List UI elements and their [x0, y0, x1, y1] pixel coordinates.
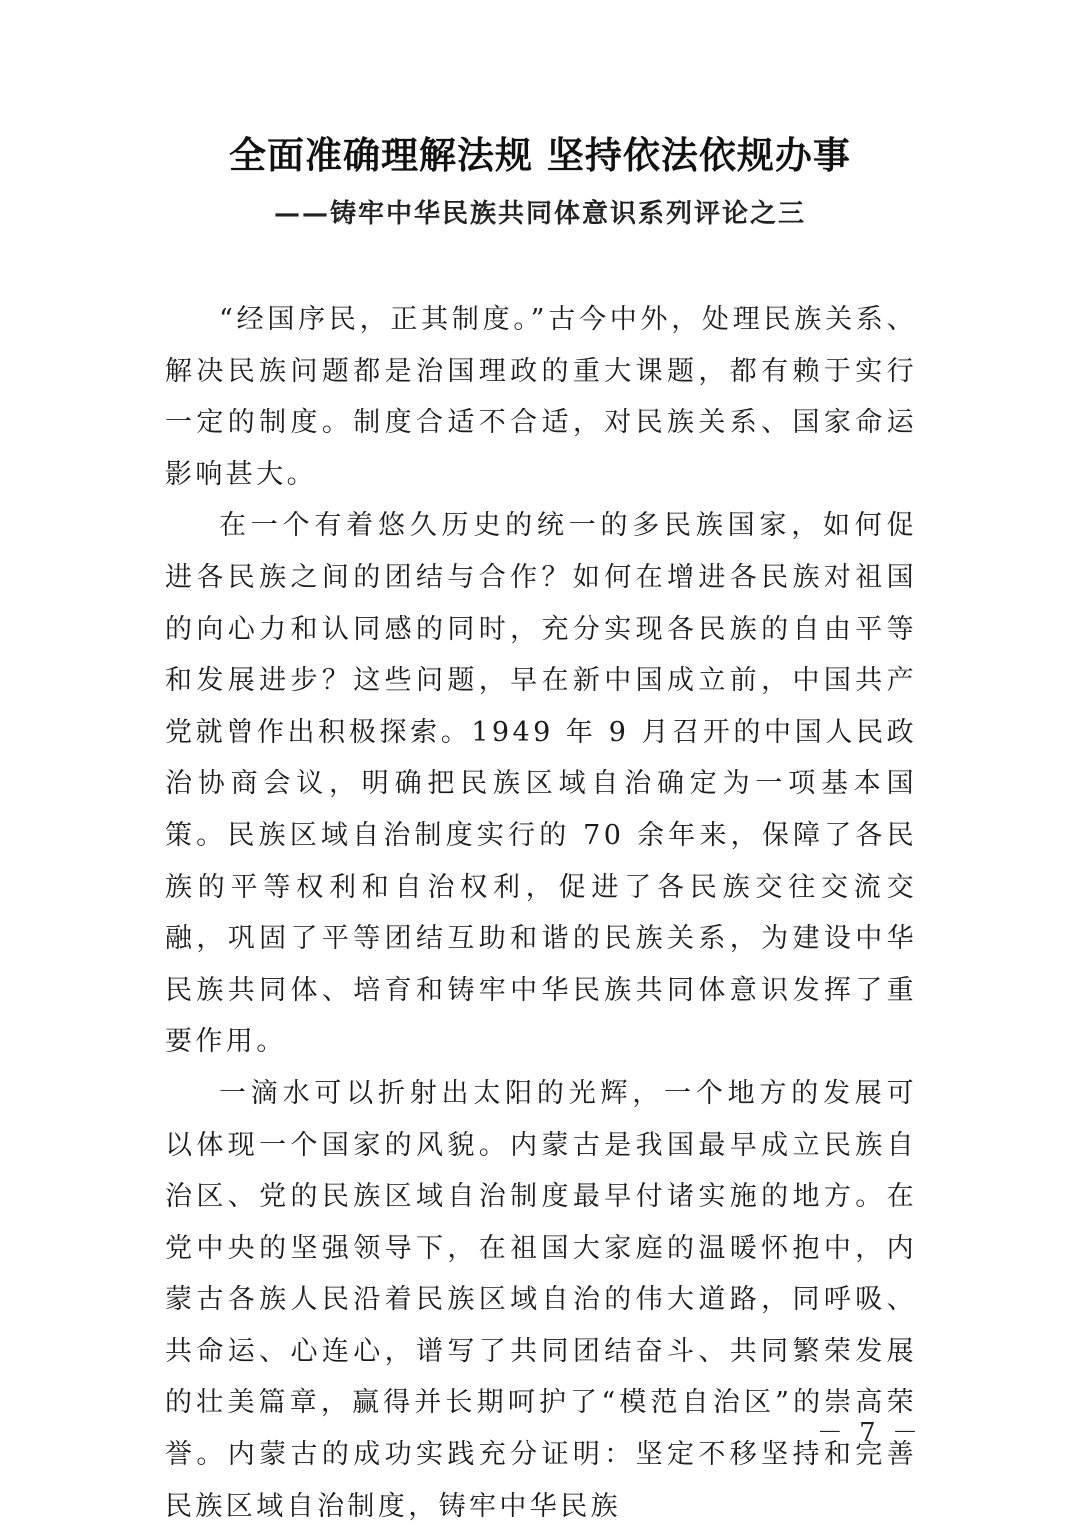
body-paragraph-2: 在一个有着悠久历史的统一的多民族国家，如何促进各民族之间的团结与合作？如何在增进各民族对祖国的向心力和认同感的同时，充分实现各民族的自由平等和发展进步？这些问题，早在新中国成立前，中国共产党就曾作出积极探索。1949 年 9 月召开的中国人民政治协商会议，明确把民族区域自治确定为一项基本国策。民族区域自治制度实行的 70 余年来，保障了各民族的平等权利和自治权利，促进了各民族交往交流交融，巩固了平等团结互助和谐的民族关系，为建设中华民族共同体、培育和铸牢中华民族共同体意识发挥了重要作用。 [165, 510, 917, 1058]
body-paragraph-3: 一滴水可以折射出太阳的光辉，一个地方的发展可以体现一个国家的风貌。内蒙古是我国最早成立民族自治区、党的民族区域自治制度最早付诸实施的地方。在党中央的坚强领导下，在祖国大家庭的温暖怀抱中，内蒙古各族人民沿着民族区域自治的伟大道路，同呼吸、共命运、心连心，谱写了共同团结奋斗、共同繁荣发展的壮美篇章，赢得并长期呵护了“模范自治区”的崇高荣誉。内蒙古的成功实践充分证明：坚定不移坚持和完善民族区域自治制度，铸牢中华民族 [165, 1077, 917, 1522]
document-body [165, 294, 917, 1532]
document-title: 全面准确理解法规 坚持依法依规办事 [229, 134, 851, 177]
document-subtitle: ——铸牢中华民族共同体意识系列评论之三 [273, 199, 806, 229]
body-paragraph-1: “经国序民，正其制度。”古今中外，处理民族关系、解决民族问题都是治国理政的重大课题，都有赖于实行一定的制度。制度合适不合适，对民族关系、国家命运影响甚大。 [165, 304, 917, 490]
page-number: － 7 － [816, 1418, 922, 1448]
